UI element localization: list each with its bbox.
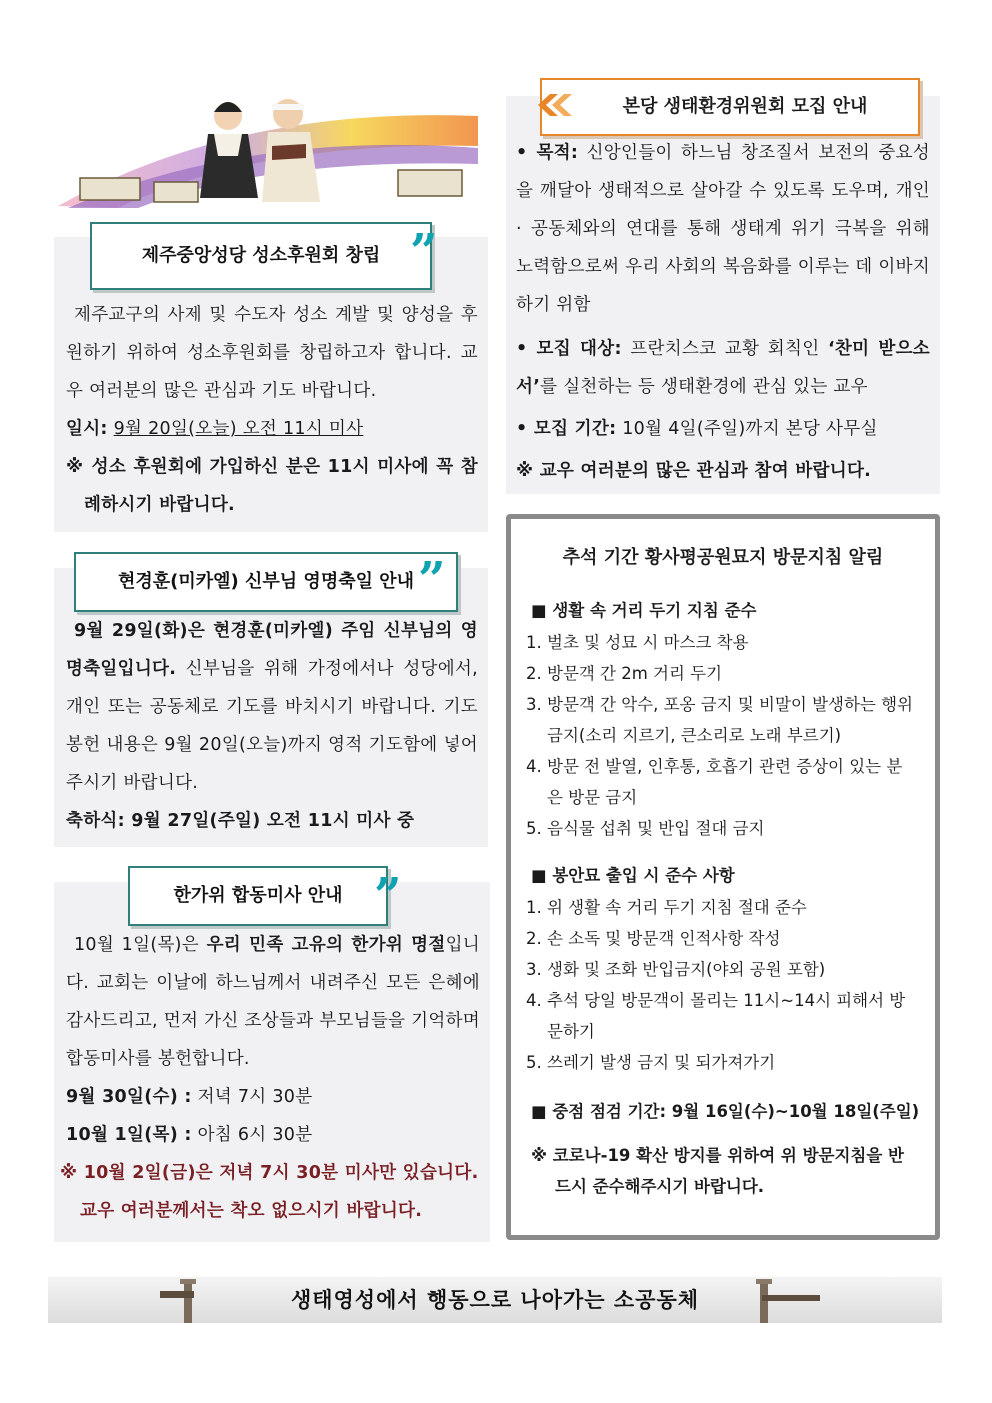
date-line <box>66 410 478 448</box>
list-item: 4. 방문 전 발열, 인후통, 호흡기 관련 증상이 있는 분은 방문 금지 <box>547 751 917 813</box>
section-title: 현경훈(미카엘) 신부님 영명축일 안내 <box>117 571 415 592</box>
body-text <box>66 926 480 1078</box>
section-title: 한가위 합동미사 안내 <box>173 885 343 906</box>
list-item: 5. 쓰레기 발생 금지 및 되가져가기 <box>547 1047 917 1078</box>
mass-line-1 <box>66 1078 480 1116</box>
footer-slogan: 생태영성에서 행동으로 나아가는 소공동체 <box>290 1288 700 1312</box>
body-bold: 9월 29일(화)은 현경훈(미카엘) 주임 신부님의 영명축일입니다. <box>66 621 478 679</box>
date-label: 일시: <box>66 419 108 439</box>
target-label: • 모집 대상: <box>516 339 622 359</box>
purpose-body: 신앙인들이 하느님 창조질서 보전의 중요성을 깨달아 생태적으로 살아갈 수 있도록 도우며, 개인 · 공동체와의 연대를 통해 생태계 위기 극복을 위해 노력함으로써 우리 사회의 복음화를 이루는 데 이바지하기 위함 <box>516 143 930 315</box>
list-item: 1. 벌초 및 성묘 시 마스크 착용 <box>547 627 917 658</box>
list-item: 3. 생화 및 조화 반입금지(야외 공원 포함) <box>547 954 917 985</box>
list-item: 2. 방문객 간 2m 거리 두기 <box>547 658 917 689</box>
list-item: 1. 위 생활 속 거리 두기 지침 절대 준수 <box>547 892 917 923</box>
section-title-box <box>90 222 432 290</box>
illustration-couple-image <box>58 86 478 208</box>
notice-heading-3: ■ 중점 점검 기간: 9월 16일(수)~10월 18일(주일) <box>531 1102 920 1121</box>
guideline-list-2 <box>525 892 917 1078</box>
note-line-2: 교우 여러분께서는 착오 없으시기 바랍니다. <box>80 1201 423 1221</box>
body-a: 10월 1일(목)은 <box>74 935 207 955</box>
period-label: • 모집 기간: <box>516 419 617 439</box>
mass-label: 9월 30일(수) : <box>66 1087 192 1107</box>
list-item: 5. 음식물 섭취 및 반입 절대 금지 <box>547 813 917 844</box>
list-item: 3. 방문객 간 악수, 포옹 금지 및 비말이 발생하는 행위 금지(소리 지르기, 큰소리로 노래 부르기) <box>547 689 917 751</box>
mass-time: 저녁 7시 30분 <box>191 1087 313 1107</box>
section-body <box>516 134 930 490</box>
cemetery-notice-box <box>506 514 940 1240</box>
note-line-1: ※ 10월 2일(금)은 저녁 7시 30분 미사만 있습니다. <box>60 1163 479 1183</box>
body-b: 입니다. 교회는 이날에 하느님께서 내려주신 모든 은혜에 감사드리고, 먼저 가신 조상들과 부모님들을 기억하며 합동미사를 봉헌합니다. <box>66 935 481 1069</box>
notice-heading-1: ■ 생활 속 거리 두기 지침 준수 <box>531 601 757 620</box>
notice-title: 추석 기간 황사평공원묘지 방문지침 알림 <box>562 547 884 568</box>
period-body: 10월 4일(주일)까지 본당 사무실 <box>616 419 878 439</box>
body-rest: 신부님을 위해 가정에서나 성당에서, 개인 또는 공동체로 기도를 바치시기 바랍니다. 기도 봉헌 내용은 9월 20일(오늘)까지 영적 기도함에 넣어 주시기 바랍니다. <box>66 659 478 793</box>
section-title-box <box>128 866 388 926</box>
purpose-label: • 목적: <box>516 143 579 163</box>
list-item: 2. 손 소독 및 방문객 인적사항 작성 <box>547 923 917 954</box>
target-b: 를 실천하는 등 생태환경에 관심 있는 교우 <box>540 377 868 397</box>
quote-mark-icon: ” <box>410 224 438 280</box>
note-text: ※ 교우 여러분의 많은 관심과 참여 바랍니다. <box>516 461 872 481</box>
eco-title-box <box>540 78 920 136</box>
list-item: 4. 추석 당일 방문객이 몰리는 11시~14시 피해서 방문하기 <box>547 985 917 1047</box>
date-value: 9월 20일(오늘) 오전 11시 미사 <box>113 419 364 439</box>
target-a: 프란치스코 교황 회칙인 <box>621 339 828 359</box>
section-body <box>66 296 478 524</box>
section-body <box>66 612 478 840</box>
body-bold: 우리 민족 고유의 한가위 명절 <box>206 935 446 955</box>
section-title: 제주중앙성당 성소후원회 창립 <box>141 245 381 266</box>
note-text: ※ 성소 후원회에 가입하신 분은 11시 미사에 꼭 참례하시기 바랍니다. <box>66 457 478 515</box>
notice-note: ※ 코로나-19 확산 방지를 위하여 위 방문지침을 반드시 준수해주시기 바랍니다. <box>531 1146 904 1196</box>
body-text <box>66 612 478 802</box>
section-title-box <box>74 552 458 612</box>
footer-banner <box>48 1277 942 1323</box>
quote-mark-icon: ” <box>418 552 446 608</box>
purpose-text <box>516 134 930 324</box>
arrow-chevrons-icon <box>538 94 576 116</box>
section-body <box>60 926 481 1230</box>
quote-mark-icon: ” <box>374 868 402 924</box>
celebration-line: 축하식: 9월 27일(주일) 오전 11시 미사 중 <box>66 811 415 831</box>
notice-heading-2: ■ 봉안묘 출입 시 준수 사항 <box>531 866 735 885</box>
section-title: 본당 생태환경위원회 모집 안내 <box>622 96 868 117</box>
mass-line-2 <box>66 1116 480 1154</box>
mass-time: 아침 6시 30분 <box>191 1125 313 1145</box>
period-text <box>516 410 930 448</box>
target-bold: ‘찬미 받으소서’ <box>516 339 930 397</box>
body-text: 제주교구의 사제 및 수도자 성소 계발 및 양성을 후원하기 위하여 성소후원회를 창립하고자 합니다. 교우 여러분의 많은 관심과 기도 바랍니다. <box>66 305 478 401</box>
target-text <box>516 330 930 406</box>
mass-label: 10월 1일(목) : <box>66 1125 192 1145</box>
guideline-list-1 <box>525 627 917 844</box>
